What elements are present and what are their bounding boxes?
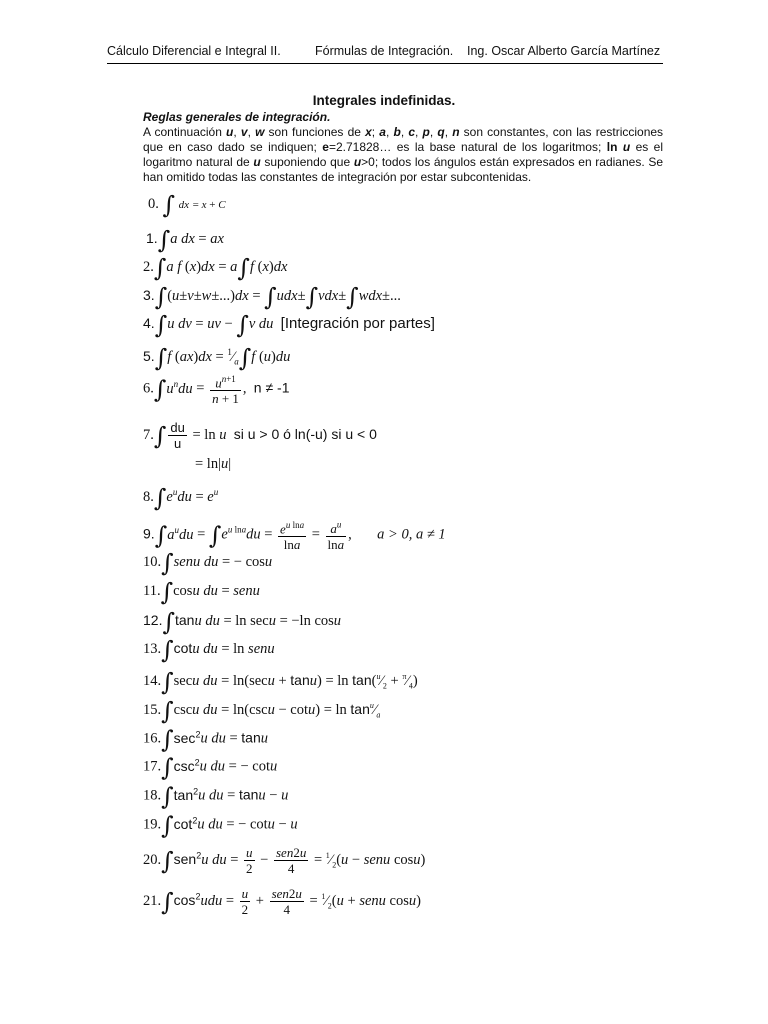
- formula-1: 1.∫a dx = ax: [146, 226, 224, 254]
- integration-by-parts-note: [Integración por partes]: [280, 315, 435, 332]
- formula-19: $19.\int\cot^2u$ du = − cotu − u: [143, 811, 298, 840]
- formula-17: $17.\int\csc^2u$ du = − cotu: [143, 753, 278, 782]
- formula-8: $8.\int e^udu = e^u$: [143, 483, 219, 512]
- page-title: Integrales indefinidas.: [312, 93, 456, 108]
- formula-14: 14.∫secu du = $\ln(\sec u + \tan u) = \ln \tan(^u⁄_2$ + $^\pi⁄_4$): [143, 667, 418, 696]
- formula-21: $21.\int\cos^2udu$ = $\frac{u}{2}$ + $\frac{\text{sen2u}}{4}$ = $^1⁄_2(u$ + senu cosu): [143, 886, 421, 917]
- formula-20: 20.∫sen$^2$u du = $\frac{u}{2}$ − $\frac{\text{sen2u}}{4}$ = $^1⁄_2(u$ − senu cosu): [143, 845, 426, 876]
- section-subtitle: Reglas generales de integración.: [143, 110, 331, 124]
- page-header: [107, 44, 663, 62]
- formula-9-condition: a > 0, a ≠ 1: [377, 526, 446, 543]
- formula-16: $16.\int\sec^2u$ du = tanu: [143, 725, 268, 754]
- header-author: Ing. Oscar Alberto García Martínez: [467, 44, 661, 58]
- formula-15: 15.∫cscu du = $\ln(\csc u - \cot u) = \ln \tan^u⁄_a$: [143, 696, 381, 725]
- formula-5: 5.∫f $(ax)dx = ^1⁄_a\int f$ (u)du: [143, 343, 291, 372]
- formula-3: 3.∫(u±v±w±...)dx = ∫udx±∫vdx±∫wdx±...: [143, 283, 401, 311]
- formula-2: 2.∫a f (x)dx = a∫f (x)dx: [143, 254, 288, 282]
- formula-13: 13.∫cotu du = ln senu: [143, 636, 275, 664]
- header-rule: [107, 63, 663, 64]
- formula-7: 7.∫ $\frac{du}{u}$ = ln u si u > 0 ó ln(-u) si u < 0: [143, 420, 377, 451]
- formula-6: $6.\int u^ndu$ = $\frac{u^{n+1}}{n + 1}$ , n ≠ -1: [143, 374, 290, 407]
- formula-0: 0. ∫ dx = x + C: [148, 191, 226, 219]
- header-course: Cálculo Diferencial e Integral II.: [107, 44, 281, 58]
- header-topic: Fórmulas de Integración.: [315, 44, 454, 58]
- formula-7-alt: = ln|u|: [195, 456, 232, 472]
- formula-10: 10.∫senu du = − cosu: [143, 549, 273, 577]
- intro-paragraph: A continuación u, v, w son funciones de x; a, b, c, p, q, n son constantes, con las restricciones que en caso dado se indiquen; e=2.71828… es la base natural de los logaritmos; ln u es el logaritmo natural de u suponiendo que u>0; todos los ángulos están expresados en radianes. Se han omitido todas las constantes de integración por estar subcontenidas.: [143, 125, 664, 184]
- formula-18: $18.\int\tan^2u$ du = tanu − u: [143, 782, 289, 811]
- formula-9: $9.\int a^udu = \int e^{u lna}du$ = $\frac{e^{u lna}}{\ln a}$ = $\frac{a^u}{\ln a}$ , a > 0, a ≠ 1: [143, 520, 446, 553]
- formula-12: 12.∫tanu du = ln secu = −ln cosu: [143, 608, 342, 636]
- formula-4: 4.∫u dv = uv − ∫v du [Integración por partes]: [143, 311, 435, 339]
- formula-11: 11.∫cosu du = senu: [143, 578, 260, 606]
